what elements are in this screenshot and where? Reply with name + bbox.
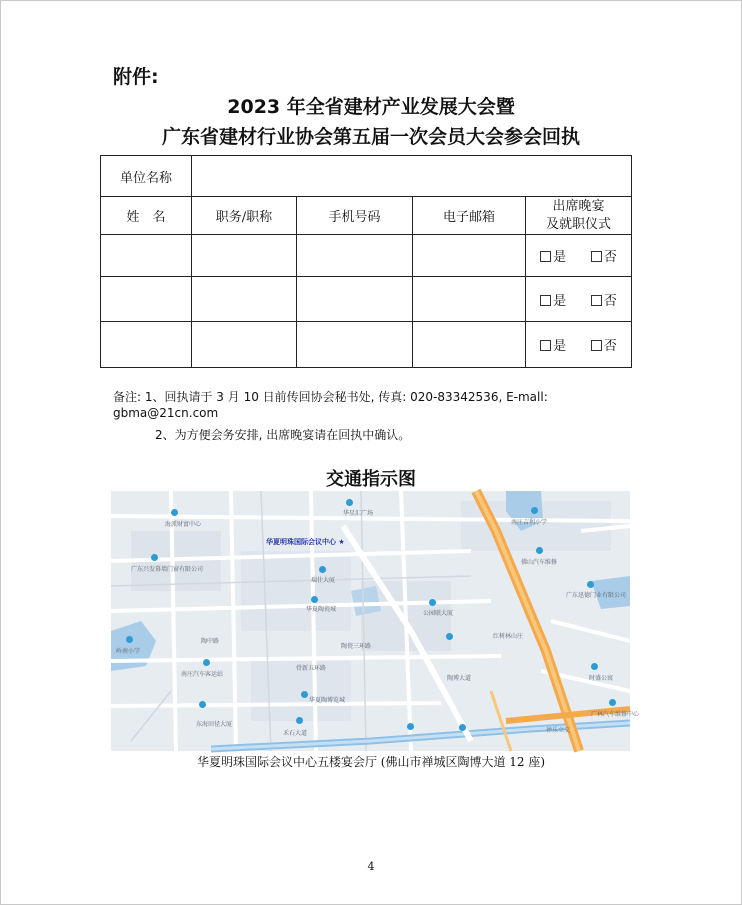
checkbox-icon[interactable] [540,340,551,351]
map-label: 东海田径大厦 [196,721,233,728]
unit-name-field[interactable] [192,156,632,197]
poi-marker [311,596,318,603]
poi-marker [609,699,616,706]
poi-marker [429,599,436,606]
no-label: 否 [603,250,617,265]
email-cell[interactable] [413,322,526,368]
map-label: 广东迅德门业有限公司 [566,592,627,599]
map-roads [111,491,630,751]
name-cell[interactable] [101,322,192,368]
phone-cell[interactable] [297,277,413,322]
poi-marker [459,724,466,731]
header-position: 职务/职称 [192,197,297,235]
map-label: 岭南小学 [116,648,141,655]
poi-marker [301,691,308,698]
poi-marker [199,701,206,708]
map-label: 广东兴发幕墙门窗有限公司 [131,566,204,573]
map-label: 华星汇广场 [343,510,374,517]
position-cell[interactable] [192,322,297,368]
yes-label: 是 [553,250,567,265]
map-label: 华夏陶瓷城 [306,606,337,613]
traffic-map-title: 交通指示图 [326,469,416,490]
map-label: 海派财富中心 [165,521,202,528]
position-cell[interactable] [192,235,297,277]
poi-marker [203,659,210,666]
checkbox-icon[interactable] [591,340,602,351]
email-cell[interactable] [413,235,526,277]
map-label: 陶瓷三环路 [341,643,372,650]
no-option[interactable] [591,250,617,265]
map-label: 瑞仕大厦 [311,577,336,584]
map-label: 广林汽车维修中心 [591,711,640,718]
poi-marker [126,636,133,643]
registration-form-table [100,155,632,368]
note-line-2: 2、为方便会务安排, 出席晚宴请在回执中确认。 [155,428,411,442]
checkbox-icon[interactable] [591,251,602,262]
email-cell[interactable] [413,277,526,322]
unit-name-label: 单位名称 [101,156,192,197]
map-caption: 华夏明珠国际会议中心五楼宴会厅 (佛山市禅城区陶博大道 12 座) [196,755,546,769]
poi-marker [591,663,598,670]
map-label: 陶博大道 [447,675,472,682]
attend-options [526,277,632,322]
name-cell[interactable] [101,277,192,322]
venue-label: 华夏明珠国际会议中心 [266,538,336,546]
map-label: 南庄汽车客运站 [181,671,224,678]
traffic-map [111,491,640,751]
attendee-row [101,277,632,322]
poi-marker [319,566,326,573]
no-option[interactable] [591,294,617,309]
no-label: 否 [603,339,617,354]
attachment-label: 附件: [113,66,159,88]
poi-marker [171,509,178,516]
header-row [101,197,632,235]
map-label: 禾石大道 [283,730,308,737]
map-label: 华夏陶博览城 [309,697,346,704]
header-attend-line-1: 出席晚宴 [552,198,605,214]
checkbox-icon[interactable] [591,295,602,306]
map-label: 禅乐立交 [546,727,571,734]
page-number: 4 [367,860,375,873]
position-cell[interactable] [192,277,297,322]
note-line-1: 备注: 1、回执请于 3 月 10 日前传回协会秘书处, 传真: 020-83342536, E-mall: [113,390,548,404]
map-label: 公园联大厦 [423,610,454,617]
yes-option[interactable] [540,339,566,354]
poi-marker [446,633,453,640]
yes-option[interactable] [540,250,566,265]
name-cell[interactable] [101,235,192,277]
poi-marker [587,581,594,588]
note-email: gbma@21cn.com [113,406,219,420]
header-name: 姓 名 [101,197,192,235]
map-label: 红树林山庄 [493,633,524,640]
poi-marker [536,547,543,554]
no-label: 否 [603,293,617,309]
header-phone: 手机号码 [297,197,413,235]
attendee-row [101,322,632,368]
poi-marker [296,717,303,724]
poi-marker [346,499,353,506]
yes-label: 是 [553,339,567,354]
checkbox-icon[interactable] [540,295,551,306]
star-icon: ★ [336,538,345,546]
header-email: 电子邮箱 [413,197,526,235]
header-attend-line-2: 及就职仪式 [545,216,611,232]
attend-options [526,322,632,368]
phone-cell[interactable] [297,322,413,368]
map-label: 时盛公寓 [589,675,614,682]
document-title-line-1: 2023 年全省建材产业发展大会暨 [227,96,515,118]
poi-marker [407,723,414,730]
attendee-row [101,235,632,277]
no-option[interactable] [591,339,617,354]
venue-marker [266,537,345,547]
attend-options [526,235,632,277]
document-title-line-2: 广东省建材行业协会第五届一次会员大会参会回执 [161,126,580,148]
yes-label: 是 [553,293,567,309]
poi-marker [531,507,538,514]
map-label: 佛山汽车维修 [521,559,558,566]
checkbox-icon[interactable] [540,251,551,262]
yes-option[interactable] [540,294,566,309]
unit-row [101,156,632,197]
map-label: 骨新五环路 [296,665,327,672]
map-label: 南庄吉利小学 [511,519,548,526]
phone-cell[interactable] [297,235,413,277]
poi-marker [151,554,158,561]
header-attend [526,197,632,235]
map-label: 陶中路 [201,638,220,645]
